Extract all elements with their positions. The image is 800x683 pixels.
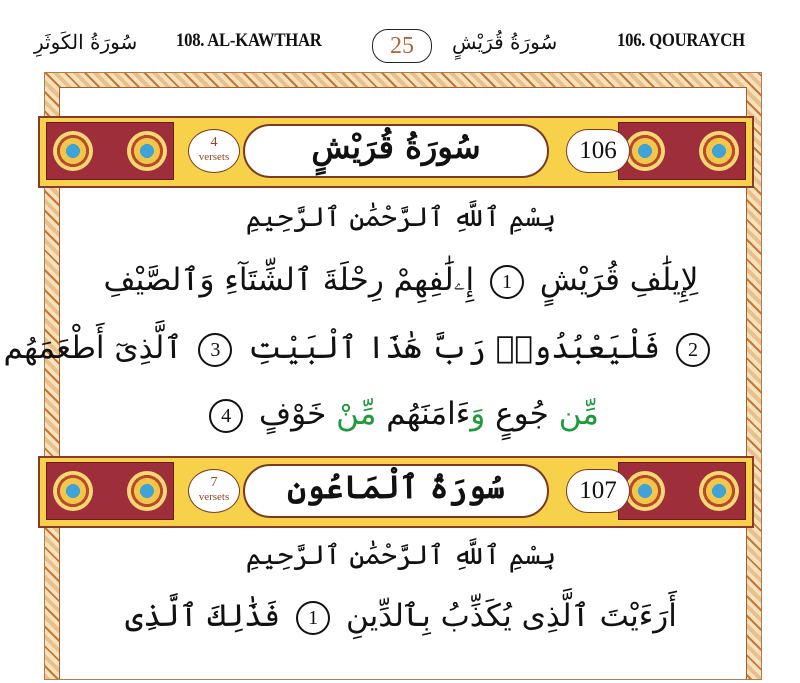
surah-number: 106 (566, 129, 630, 173)
verse-count: 4 (210, 135, 218, 150)
ornament-panel-left (46, 462, 174, 520)
verse-line (86, 598, 716, 635)
verse-count-label: versets (198, 491, 230, 503)
verse-text: جُوعٍ (495, 396, 549, 432)
floral-icon (699, 471, 739, 511)
floral-icon (625, 471, 665, 511)
verse-line (86, 396, 716, 433)
floral-icon (53, 131, 93, 171)
basmala: بِسْمِ ٱللَّهِ ٱلرَّحْمَٰنِ ٱلرَّحِيمِ (245, 540, 557, 571)
verse-line (3, 330, 716, 367)
verse-marker: 1 (490, 265, 524, 299)
surah-header-107 (38, 456, 754, 528)
page-number: 25 (372, 29, 432, 63)
verse-text: فَذَٰلِكَ ٱلَّذِى (125, 598, 281, 634)
current-surah-arabic: سُورَةُ قُرَيْشٍ (452, 30, 558, 54)
floral-icon (53, 471, 93, 511)
ornament-panel-left (46, 122, 174, 180)
verse-count-badge (188, 129, 240, 173)
verse-count-label: versets (198, 151, 230, 163)
current-surah-title: 106. QOURAYCH (617, 30, 745, 51)
surah-number: 107 (566, 469, 630, 513)
surah-header-106 (38, 116, 754, 188)
verse-text: ءَامَنَهُم (386, 396, 471, 432)
verse-text: لِإِيلَٰفِ قُرَيْشٍ (539, 262, 699, 298)
verse-text: فَلْيَعْبُدُوا۟ رَبَّ هَٰذَا ٱلْبَيْتِ (248, 330, 661, 366)
verse-marker: 3 (198, 333, 232, 367)
floral-icon (127, 471, 167, 511)
surah-name-cartouche (243, 464, 549, 518)
page-header (0, 0, 800, 70)
verse-marker: 1 (296, 601, 330, 635)
floral-icon (699, 131, 739, 171)
prev-surah-title: 108. AL-KAWTHAR (176, 30, 322, 51)
verse-count: 7 (210, 475, 218, 490)
ornament-panel-right (618, 462, 746, 520)
surah-name: سُورَةُ قُرَيْشٍ (311, 128, 481, 166)
verse-line (86, 262, 716, 299)
verse-count-badge (188, 469, 240, 513)
ornament-panel-right (618, 122, 746, 180)
verse-marker: 4 (209, 399, 243, 433)
verse-text: خَوْفٍ (258, 396, 327, 432)
tajweed-text: وَ (470, 396, 486, 432)
verse-marker: 2 (676, 333, 710, 367)
tajweed-text: مِّن (558, 396, 599, 432)
verse-text: أَرَءَيْتَ ٱلَّذِى يُكَذِّبُ بِٱلدِّينِ (346, 598, 677, 634)
surah-name-cartouche (243, 124, 549, 178)
verse-text: ٱلَّذِىٓ أَطْعَمَهُم (3, 330, 183, 366)
surah-name: سُورَةُ ٱلْمَاعُونِ (287, 468, 505, 506)
prev-surah-arabic: سُورَةُ الكَوثَرِ (34, 30, 138, 54)
floral-icon (127, 131, 167, 171)
floral-icon (625, 131, 665, 171)
tajweed-text: مِّنْ (336, 396, 377, 432)
verse-text: إِۦلَٰفِهِمْ رِحْلَةَ ٱلشِّتَآءِ وَٱلصَّيْفِ (103, 262, 475, 298)
basmala: بِسْمِ ٱللَّهِ ٱلرَّحْمَٰنِ ٱلرَّحِيمِ (245, 202, 557, 233)
